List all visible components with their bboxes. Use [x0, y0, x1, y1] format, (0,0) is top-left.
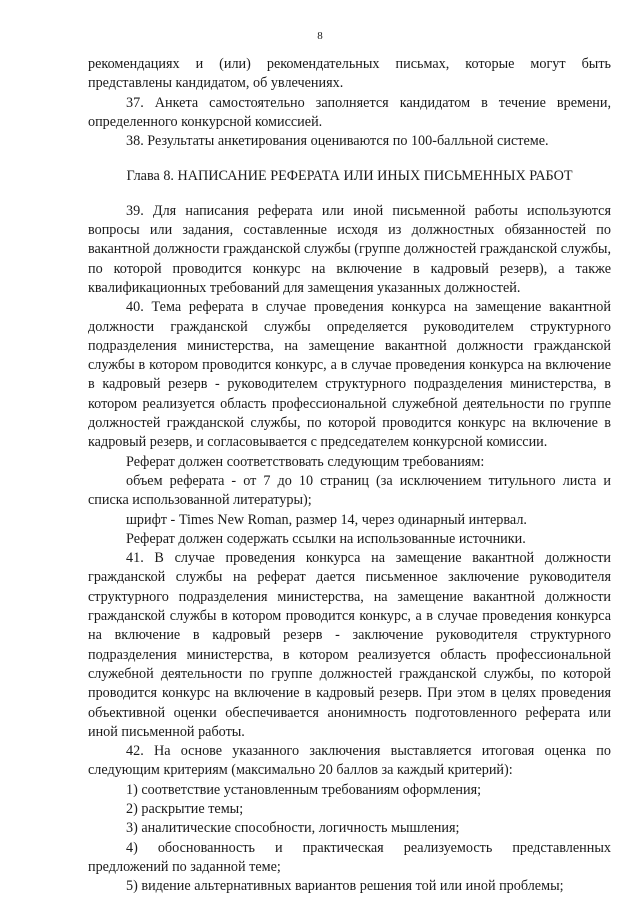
paragraph-37: 37. Анкета самостоятельно заполняется кандидатом в течение времени, определенного конкурсной комиссией.	[88, 94, 611, 130]
criterion-4: 4) обоснованность и практическая реализуемость представленных предложений по заданной теме;	[88, 839, 611, 875]
criterion-3: 3) аналитические способности, логичность мышления;	[126, 820, 460, 837]
paragraph-references: Реферат должен содержать ссылки на использованные источники.	[126, 530, 526, 547]
criterion-5: 5) видение альтернативных вариантов решения той или иной проблемы;	[126, 878, 564, 895]
paragraph-40: 40. Тема реферата в случае проведения конкурса на замещение вакантной должности гражданской службы определяется руководителем структурного подразделения министерства, на замещение вакантной должности гражданской службы в котором проводится конкурс, а в случае проведения конкурса на включение в кадровый резерв - руководителем структурного подразделения министерства, в котором реализуется область профессиональной служебной деятельности по группе должностей гражданской службы, по которой проводится конкурс на включение в кадровый резерв, и согласовывается с председателем конкурсной комиссии.	[88, 299, 611, 451]
criterion-1: 1) соответствие установленным требованиям оформления;	[126, 781, 482, 798]
paragraph-font: шрифт - Times New Roman, размер 14, через одинарный интервал.	[126, 511, 527, 528]
paragraph-continuation: рекомендациях и (или) рекомендательных письмах, которые могут быть представлены кандидатом, об увлечениях.	[88, 56, 611, 92]
section-title: Глава 8. НАПИСАНИЕ РЕФЕРАТА ИЛИ ИНЫХ ПИСЬМЕННЫХ РАБОТ	[126, 168, 573, 185]
criterion-2: 2) раскрытие темы;	[126, 800, 244, 817]
paragraph-39: 39. Для написания реферата или иной письменной работы используются вопросы или задания, составленные исходя из должностных обязанностей по вакантной должности гражданской службы (группе должностей гражданской службы, по которой проводится конкурс на включение в кадровый резерв), а также квалификационных требований для замещения указанных должностей.	[88, 202, 611, 296]
paragraph-42: 42. На основе указанного заключения выставляется итоговая оценка по следующим критериям (максимально 20 баллов за каждый критерий):	[88, 743, 611, 779]
document-body	[88, 55, 611, 896]
paragraph-38: 38. Результаты анкетирования оцениваются по 100-балльной системе.	[126, 133, 549, 150]
paragraph-volume: объем реферата - от 7 до 10 страниц (за исключением титульного листа и списка использованной литературы);	[88, 472, 611, 509]
page-number: 8	[317, 30, 323, 42]
paragraph-requirements-intro: Реферат должен соответствовать следующим требованиям:	[126, 453, 485, 470]
paragraph-41: 41. В случае проведения конкурса на замещение вакантной должности гражданской службы на реферат дается письменное заключение руководителя структурного подразделения министерства, на замещение вакантной должности гражданской службы в котором проводится конкурс, а в случае проведения конкурса на включение в кадровый резерв - заключение руководителя структурного подразделения министерства, в котором реализуется область профессиональной служебной деятельности по группе должностей гражданской службы, по которой проводится конкурс на включение в кадровый резерв. При этом в целях проведения объективной оценки обеспечивается анонимность подготовленного реферата или иной письменной работы.	[88, 550, 611, 740]
